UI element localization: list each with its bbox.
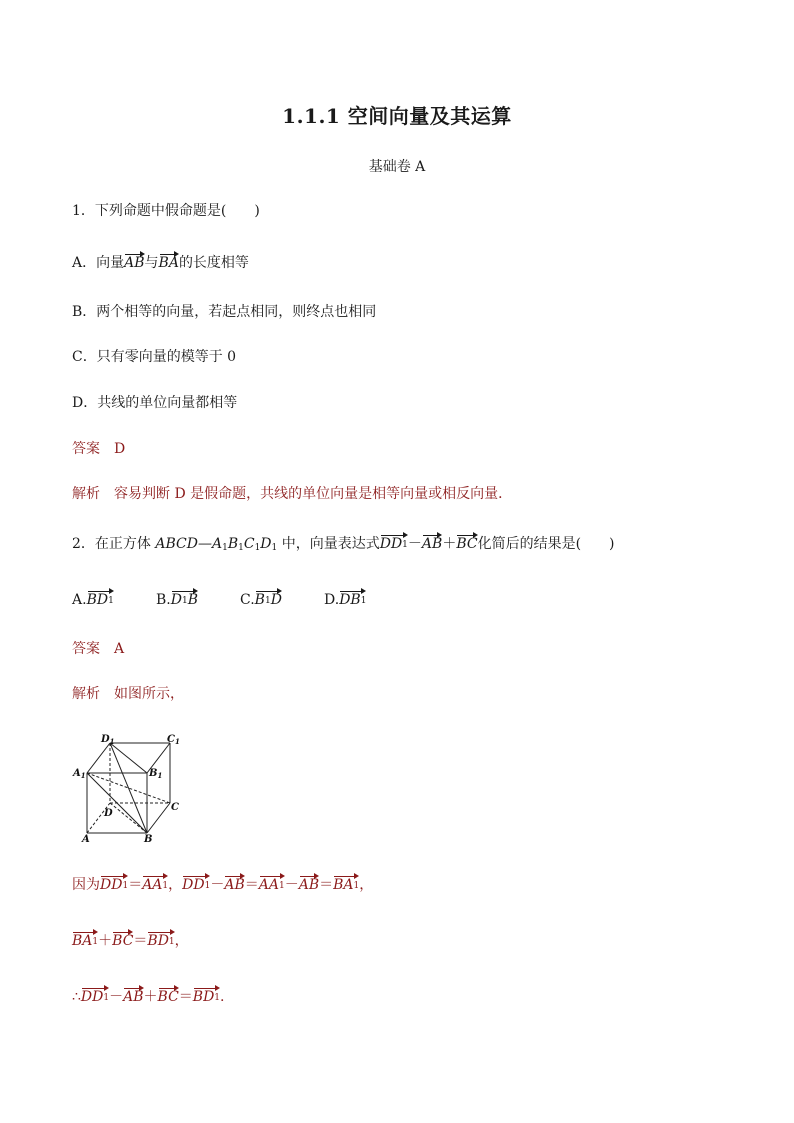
q2-option-d: $D.DB^1$ bbox=[324, 590, 366, 611]
solution-line-1: 因为$DD^1=AA^1$，$DD^1-AB=AA^1-AB=BA^1$， bbox=[72, 875, 373, 896]
label-d1: $D_1$ bbox=[101, 734, 115, 746]
vector-dd1: $DD^1$ bbox=[380, 534, 408, 555]
vector-ba: BA bbox=[158, 255, 179, 271]
label-c1: $C_1$ bbox=[167, 734, 180, 746]
vector-ab: AB bbox=[124, 255, 145, 271]
q2-answer: 答案 A bbox=[72, 641, 125, 657]
q1-option-a-prefix: A．向量 bbox=[72, 255, 125, 271]
q1-answer: 答案 D bbox=[72, 441, 126, 457]
q1-option-a-suffix: 的长度相等 bbox=[178, 255, 249, 271]
q2-option-b: $B.D^1B$ bbox=[156, 590, 240, 611]
cube-figure bbox=[70, 730, 190, 846]
q1-stem: 1．下列命题中假命题是( ) bbox=[72, 203, 260, 219]
q1-option-a bbox=[72, 253, 249, 273]
q1-option-b: B．两个相等的向量，若起点相同，则终点也相同 bbox=[72, 304, 377, 320]
q1-option-a-mid: 与 bbox=[144, 255, 159, 271]
label-d: D bbox=[104, 808, 113, 819]
q1-option-d: D．共线的单位向量都相等 bbox=[72, 395, 238, 411]
diagonal-d1b bbox=[110, 743, 147, 833]
hidden-diagonal-db bbox=[110, 803, 147, 833]
q2-options bbox=[72, 590, 366, 611]
label-b: B bbox=[144, 834, 153, 845]
cube-name: $ABCD—A_1B_1C_1D_1$ bbox=[155, 536, 278, 553]
vector-bc: BC bbox=[456, 536, 478, 552]
label-a: A bbox=[82, 834, 90, 845]
page-title: 1.1.1 空间向量及其运算 bbox=[282, 104, 512, 128]
edge-bc bbox=[147, 803, 170, 833]
label-b1: $B_1$ bbox=[149, 768, 163, 780]
solution-line-3: $\therefore DD^1-AB+BC=BD^1$. bbox=[72, 987, 224, 1008]
page-subtitle: 基础卷 A bbox=[368, 159, 426, 175]
vector-ab: AB bbox=[421, 536, 443, 552]
q2-analysis: 解析 如图所示， bbox=[72, 686, 184, 702]
q2-stem: 2．在正方体 $ABCD—A_1B_1C_1D_1$ 中，向量表达式$DD^1-AB+BC$化简后的结果是( ) bbox=[72, 536, 615, 553]
diagonal-d1b1 bbox=[110, 743, 147, 773]
q1-option-c: C．只有零向量的模等于 0 bbox=[72, 349, 237, 365]
q2-option-c: $C.B^1D$ bbox=[240, 590, 324, 611]
q1-analysis: 解析 容易判断 D 是假命题，共线的单位向量是相等向量或相反向量． bbox=[72, 486, 513, 502]
edge-a1d1 bbox=[87, 743, 110, 773]
label-a1: $A_1$ bbox=[73, 768, 86, 780]
solution-line-2: $BA^1+BC=BD^1$， bbox=[72, 931, 189, 952]
label-c: C bbox=[171, 802, 179, 813]
q2-option-a: $A.BD^1$ bbox=[72, 590, 156, 611]
